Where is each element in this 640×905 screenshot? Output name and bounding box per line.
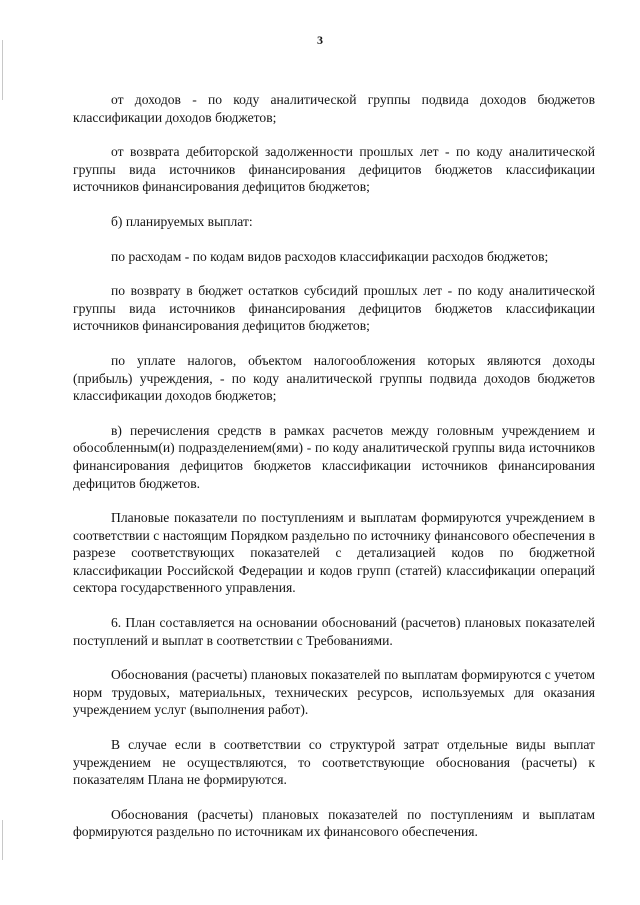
paragraph-section-6: 6. План составляется на основании обоснований (расчетов) плановых показателей поступлений и выплат в соответствии с Требованиями.	[73, 615, 595, 648]
paragraph-planned-indicators: Плановые показатели по поступлениям и выплатам формируются учреждением в соответствии с настоящим Порядком раздельно по источнику финансового обеспечения в разрезе соответствующих показателей с детализацией кодов по бюджетной классификации Российской Федерации и кодов групп (статей) классификации операций сектора государственного управления.	[73, 510, 595, 596]
scan-edge-mark	[2, 820, 3, 860]
paragraph-taxes: по уплате налогов, объектом налогообложения которых являются доходы (прибыль) учреждения, - по коду аналитической группы подвида доходов бюджетов классификации доходов бюджетов;	[73, 352, 595, 404]
paragraph-income: от доходов - по коду аналитической группы подвида доходов бюджетов классификации доходов бюджетов;	[73, 92, 595, 125]
document-body	[73, 91, 595, 841]
paragraph-subsidy-return: по возврату в бюджет остатков субсидий прошлых лет - по коду аналитической группы вида источников финансирования дефицитов бюджетов классификации источников финансирования дефицитов бюджетов;	[73, 283, 595, 334]
paragraph-receivables-return: от возврата дебиторской задолженности прошлых лет - по коду аналитической группы вида источников финансирования дефицитов бюджетов классификации источников финансирования дефицитов бюджетов;	[73, 144, 595, 195]
page-number: 3	[317, 33, 323, 47]
paragraph-funding-sources: Обоснования (расчеты) плановых показателей по поступлениям и выплатам формируются раздельно по источникам их финансового обеспечения.	[73, 806, 595, 840]
paragraph-expenses: по расходам - по кодам видов расходов классификации расходов бюджетов;	[111, 248, 549, 264]
paragraph-transfers: в) перечисления средств в рамках расчетов между головным учреждением и обособленным(и) подразделением(ями) - по коду аналитической группы вида источников финансирования дефицитов бюджетов классификации источников финансирования дефицитов бюджетов.	[73, 422, 595, 491]
paragraph-payment-justifications: Обоснования (расчеты) плановых показателей по выплатам формируются с учетом норм трудовых, материальных, технических ресурсов, используемых для оказания учреждением услуг (выполнения работ).	[73, 667, 595, 718]
scan-edge-mark	[2, 40, 3, 100]
paragraph-cost-structure: В случае если в соответствии со структурой затрат отдельные виды выплат учреждением не осуществляются, то соответствующие обоснования (расчеты) к показателям Плана не формируются.	[73, 737, 595, 788]
paragraph-planned-payments-heading: б) планируемых выплат:	[111, 213, 253, 229]
